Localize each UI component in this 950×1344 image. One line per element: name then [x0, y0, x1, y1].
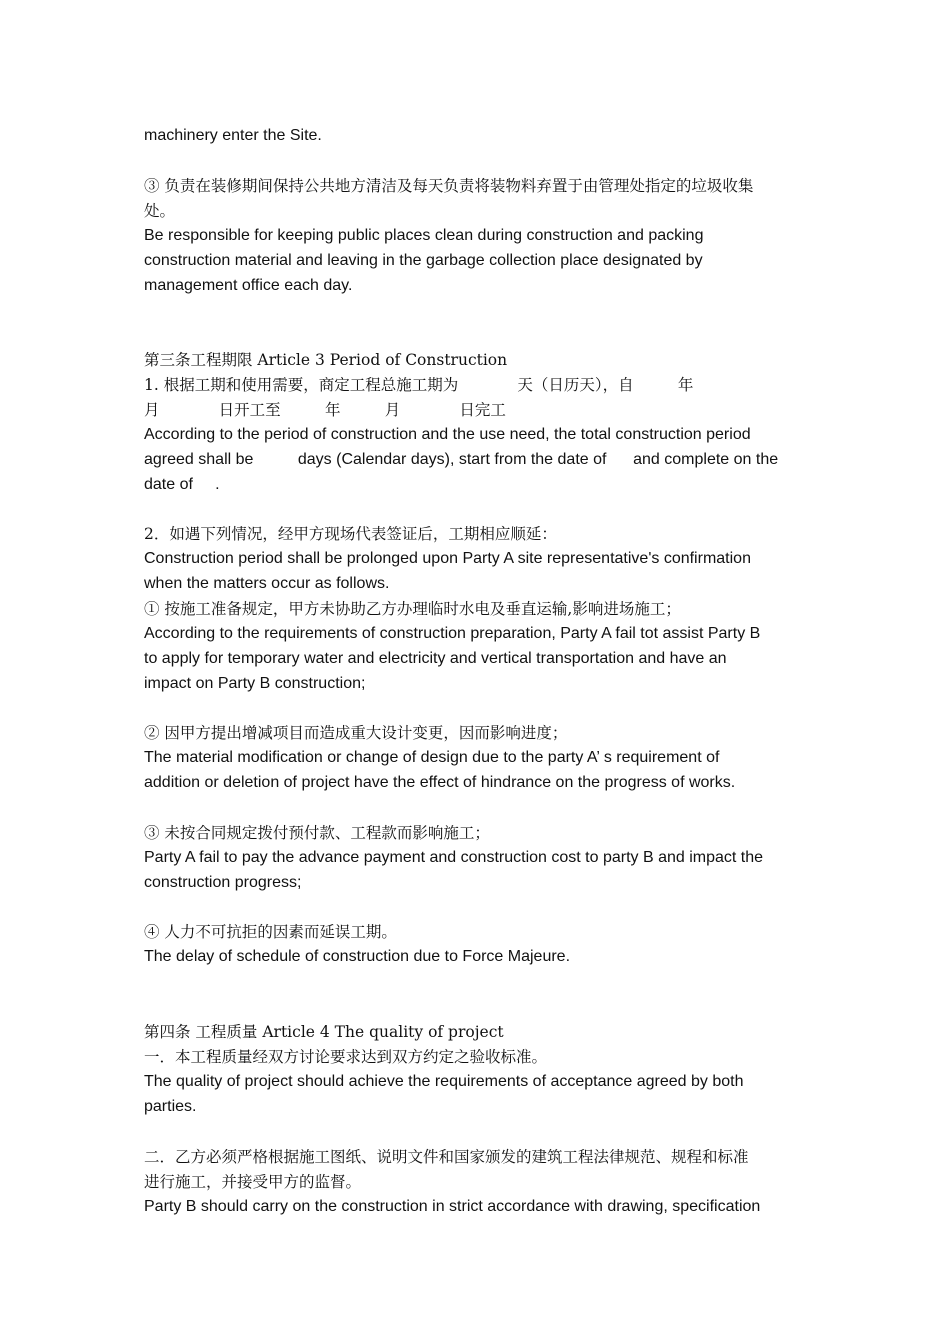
text-line: management office each day.	[144, 277, 353, 294]
text-line: 处。	[144, 202, 176, 220]
text-line: ② 因甲方提出增减项目而造成重大设计变更，因而影响进度；	[144, 724, 568, 742]
text-line: Be responsible for keeping public places clean during construction and packing	[144, 227, 704, 244]
text-line: ③ 负责在装修期间保持公共地方清洁及每天负责将装物料弃置于由管理处指定的垃圾收集	[144, 177, 754, 195]
text-line: Party B should carry on the construction in strict accordance with drawing, specification	[144, 1198, 761, 1215]
text-line: Construction period shall be prolonged upon Party A site representative's confirmation	[144, 550, 751, 567]
text-line: 2．如遇下列情况，经甲方现场代表签证后，工期相应顺延：	[144, 525, 557, 543]
section-heading-article-4: 第四条 工程质量 Article 4 The quality of project	[144, 1023, 504, 1041]
text-line: addition or deletion of project have the effect of hindrance on the progress of works.	[144, 774, 736, 791]
text-line: 月 日开工至 年 月 日完工	[144, 401, 506, 419]
text-line: impact on Party B construction;	[144, 675, 366, 692]
text-line: when the matters occur as follows.	[144, 575, 390, 592]
section-heading-article-3: 第三条工程期限 Article 3 Period of Construction	[144, 351, 508, 369]
text-line: The delay of schedule of construction due to Force Majeure.	[144, 948, 571, 965]
text-line: According to the requirements of construction preparation, Party A fail tot assist Party B	[144, 625, 761, 642]
text-line: 一．本工程质量经双方讨论要求达到双方约定之验收标准。	[144, 1048, 548, 1066]
text-line: date of .	[144, 476, 220, 493]
text-line: ③ 未按合同规定拨付预付款、工程款而影响施工；	[144, 824, 490, 842]
text-line: construction progress;	[144, 874, 302, 891]
text-line: parties.	[144, 1098, 197, 1115]
text-line: to apply for temporary water and electricity and vertical transportation and have an	[144, 650, 727, 667]
text-line: ① 按施工准备规定，甲方未协助乙方办理临时水电及垂直运输,影响进场施工；	[144, 600, 681, 618]
text-line: agreed shall be days (Calendar days), start from the date of and complete on the	[144, 451, 779, 468]
text-line: The material modification or change of design due to the party A’ s requirement of	[144, 749, 720, 766]
text-line: 二．乙方必须严格根据施工图纸、说明文件和国家颁发的建筑工程法律规范、规程和标准	[144, 1148, 749, 1166]
text-line: The quality of project should achieve the requirements of acceptance agreed by both	[144, 1073, 744, 1090]
text-line: 1. 根据工期和使用需要，商定工程总施工期为 天（日历天），自 年	[144, 376, 694, 394]
text-line: machinery enter the Site.	[144, 127, 322, 144]
text-line: ④ 人力不可抗拒的因素而延误工期。	[144, 923, 397, 941]
text-line: 进行施工，并接受甲方的监督。	[144, 1173, 362, 1191]
text-line: According to the period of construction and the use need, the total construction period	[144, 426, 751, 443]
text-line: construction material and leaving in the garbage collection place designated by	[144, 252, 703, 269]
text-line: Party A fail to pay the advance payment and construction cost to party B and impact the	[144, 849, 764, 866]
